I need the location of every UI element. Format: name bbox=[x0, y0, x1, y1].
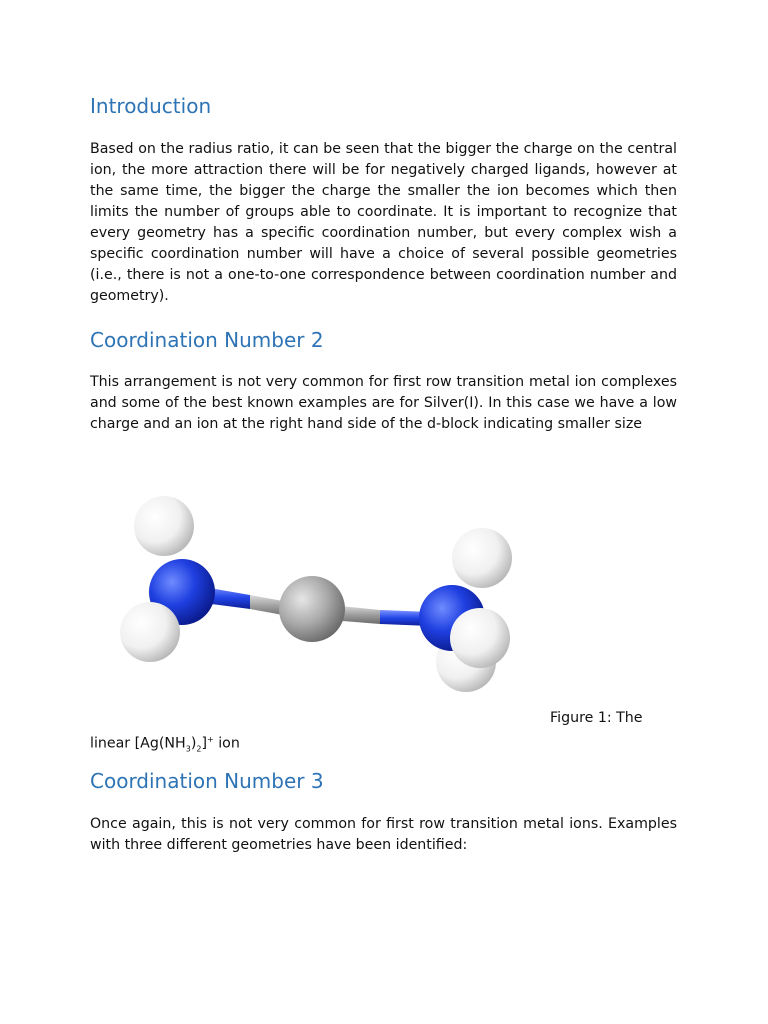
figure-caption-line2: linear $[Ag(NH_3)_2]^+$ ion bbox=[90, 735, 240, 754]
right-ag-n-bond bbox=[330, 605, 430, 626]
cn2-paragraph: This arrangement is not very common for first row transition metal ion complexes and some of the best known examples are for Silver(I). In this case we have a low charge and an ion at the right hand side of the d-block indicating smaller size bbox=[90, 374, 677, 432]
figure-caption-line1: Figure 1: The bbox=[550, 710, 643, 726]
hydrogen-atom bbox=[120, 602, 180, 662]
cn3-paragraph: Once again, this is not very common for first row transition metal ions. Examples with three different geometries have been identified: bbox=[90, 816, 677, 853]
hydrogen-atom bbox=[452, 528, 512, 588]
cn2-heading: Coordination Number 2 bbox=[90, 328, 324, 352]
hydrogen-atom bbox=[450, 608, 510, 668]
intro-heading: Introduction bbox=[90, 94, 212, 118]
silver-atom bbox=[279, 576, 345, 642]
intro-paragraph: Based on the radius ratio, it can be seen that the bigger the charge on the central ion, the more attraction there will be for negatively charged ligands, however at the same time, the bigger the charge the smaller the ion becomes which then limits the number of groups able to coordinate. It is important to recognize that every geometry has a specific coordination number, but every complex wish a specific coordination number will have a choice of several possible geometries (i.e., there is not a one-to-one correspondence between coordination number and geometry). bbox=[90, 141, 677, 304]
hydrogen-atom bbox=[134, 496, 194, 556]
cn3-heading: Coordination Number 3 bbox=[90, 769, 324, 793]
silver-diammine-molecule-figure bbox=[110, 492, 520, 702]
